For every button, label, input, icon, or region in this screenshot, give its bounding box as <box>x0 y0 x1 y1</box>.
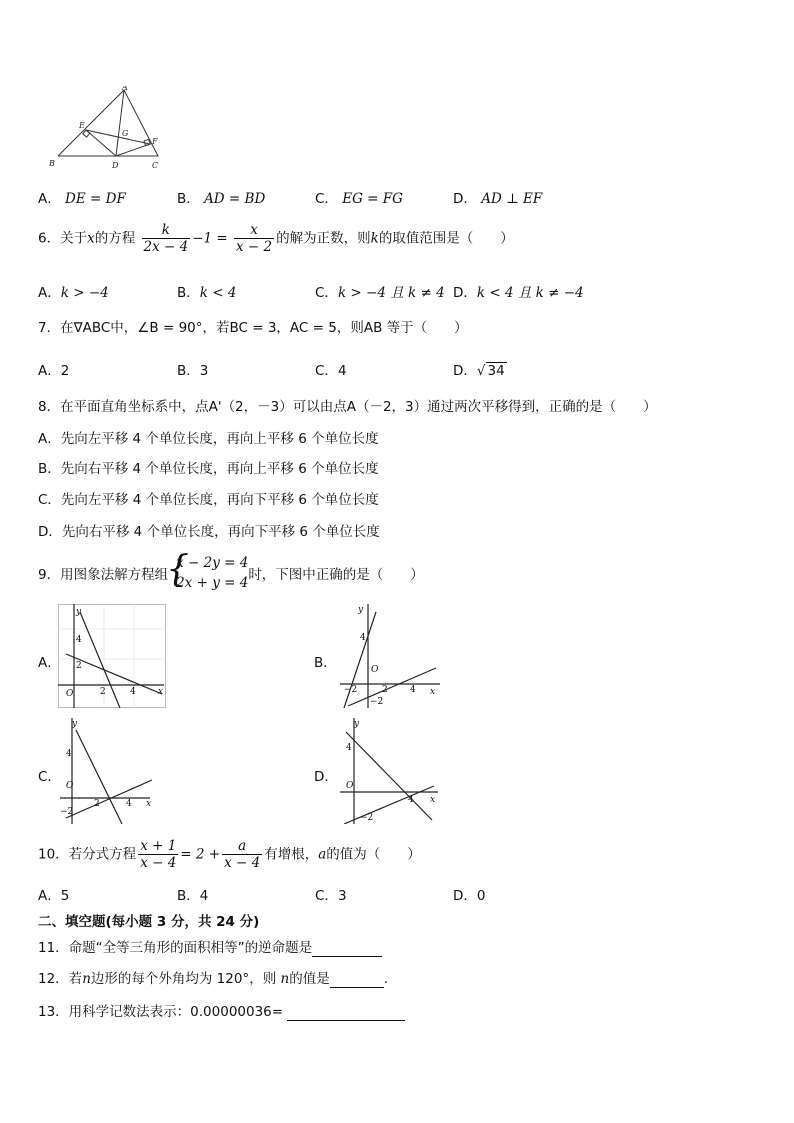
q10-fraction-2: $\frac{a}{x - 4}$ <box>224 838 261 871</box>
q11-stem: 11．命题“全等三角形的面积相等”的逆命题是 <box>38 936 382 957</box>
q6-fraction-2: $\frac{x}{x - 2}$ <box>236 222 273 255</box>
q9-graph-d[interactable] <box>338 716 442 824</box>
label-d: D <box>112 161 119 170</box>
q8-option-c[interactable]: C．先向左平移 4 个单位长度，再向下平移 6 个单位长度 <box>38 492 379 508</box>
svg-text:2: 2 <box>382 685 388 695</box>
q9-graph-d-letter[interactable]: D． <box>314 769 338 785</box>
svg-text:2: 2 <box>76 661 82 671</box>
q9-graph-a[interactable] <box>58 604 166 708</box>
line-2 <box>66 780 152 818</box>
svg-text:−2: −2 <box>370 697 384 707</box>
q10-option-b[interactable]: B．4 <box>177 888 209 904</box>
q5-option-d[interactable]: D． AD ⊥ EF <box>453 191 543 207</box>
svg-text:4: 4 <box>130 687 136 697</box>
q13-answer-blank[interactable] <box>287 1004 405 1021</box>
svg-text:−2: −2 <box>344 685 358 695</box>
q7-option-c[interactable]: C．4 <box>315 363 347 379</box>
q5-option-b[interactable]: B． AD = BD <box>177 191 266 207</box>
q7-stem: 7．在∇ABC中，∠B = 90°，若BC = 3，AC = 5，则AB 等于（ ） <box>38 320 468 336</box>
svg-text:4: 4 <box>76 635 82 645</box>
equation-system: { x − 2y = 4 2x + y = 4 <box>166 549 249 591</box>
svg-text:4: 4 <box>346 743 352 753</box>
q8-option-d[interactable]: D．先向右平移 4 个单位长度，再向下平移 6 个单位长度 <box>38 524 380 540</box>
q9-graph-c[interactable] <box>58 716 164 824</box>
q8-stem: 8．在平面直角坐标系中，点A'（2，－3）可以由点A（－2，3）通过两次平移得到，正确的是（ ） <box>38 399 657 415</box>
svg-text:x: x <box>158 687 164 697</box>
q8-option-a[interactable]: A．先向左平移 4 个单位长度，再向上平移 6 个单位长度 <box>38 431 379 447</box>
q6-stem: 6．关于x的方程 $\frac{k}{2x - 4}$ −1 = $\frac{x}{x - 2}$ 的解为正数，则k的取值范围是（ ） <box>38 222 514 255</box>
svg-text:y: y <box>76 607 82 617</box>
svg-text:y: y <box>358 605 364 615</box>
svg-text:4: 4 <box>66 749 72 759</box>
q5-option-c[interactable]: C． EG = FG <box>315 191 403 207</box>
svg-text:4: 4 <box>126 799 132 809</box>
svg-text:2: 2 <box>100 687 106 697</box>
q7-option-b[interactable]: B．3 <box>177 363 209 379</box>
q9-graph-c-letter[interactable]: C． <box>38 769 61 785</box>
q6-option-a[interactable]: A．k > −4 <box>38 285 109 301</box>
line-1 <box>346 732 432 820</box>
svg-text:4: 4 <box>360 633 366 643</box>
label-e: E <box>79 121 85 130</box>
line-2 <box>66 654 162 694</box>
q10-option-c[interactable]: C．3 <box>315 888 347 904</box>
svg-text:−2: −2 <box>60 807 74 817</box>
q6-option-b[interactable]: B．k < 4 <box>177 285 237 301</box>
q6-option-c[interactable]: C．k > −4 且 k ≠ 4 <box>315 285 445 301</box>
segment-df <box>116 144 150 156</box>
svg-text:x: x <box>430 795 436 805</box>
label-b: B <box>49 159 55 168</box>
q9-graph-a-letter[interactable]: A． <box>38 655 61 671</box>
svg-text:O: O <box>66 781 74 791</box>
q6-fraction-1: $\frac{k}{2x - 4}$ <box>143 222 189 255</box>
q10-fraction-1: $\frac{x + 1}{x - 4}$ <box>140 838 177 871</box>
q9-stem: 9．用图象法解方程组 { x − 2y = 4 2x + y = 4 时，下图中正确的是（ ） <box>38 549 424 591</box>
q13-stem: 13．用科学记数法表示：0.00000036= <box>38 1000 405 1021</box>
line-2 <box>348 668 436 706</box>
svg-text:y: y <box>354 719 360 729</box>
svg-text:2: 2 <box>94 799 100 809</box>
q7-option-d[interactable]: D．√ 34 <box>453 363 505 379</box>
right-angle-mark-f <box>144 139 150 145</box>
q9-graph-b[interactable] <box>338 602 442 708</box>
svg-text:O: O <box>66 689 74 699</box>
svg-text:O: O <box>346 781 354 791</box>
svg-text:y: y <box>72 719 78 729</box>
q11-answer-blank[interactable] <box>312 940 382 957</box>
period: . <box>383 971 388 987</box>
triangle-figure <box>46 86 166 174</box>
label-a: A <box>122 86 128 92</box>
svg-text:4: 4 <box>408 795 414 805</box>
q6-option-d[interactable]: D．k < 4 且 k ≠ −4 <box>453 285 584 301</box>
segment-ad <box>116 90 124 156</box>
svg-text:O: O <box>371 665 379 675</box>
q10-option-d[interactable]: D．0 <box>453 888 486 904</box>
svg-text:−2: −2 <box>360 813 374 823</box>
svg-text:x: x <box>430 687 436 697</box>
q12-answer-blank[interactable] <box>330 971 384 988</box>
q9-graph-b-letter[interactable]: B． <box>314 655 337 671</box>
q5-option-a[interactable]: A． DE = DF <box>38 191 126 207</box>
q10-option-a[interactable]: A．5 <box>38 888 70 904</box>
q12-stem: 12．若n边形的每个外角均为 120°，则 n的值是 . <box>38 971 388 987</box>
label-g: G <box>122 129 129 138</box>
sqrt-sign: √ <box>476 363 486 379</box>
section-heading: 二、填空题(每小题 3 分，共 24 分) <box>38 914 260 930</box>
brace-icon: { <box>166 549 189 590</box>
svg-text:x: x <box>146 799 152 809</box>
q10-stem: 10．若分式方程 $\frac{x + 1}{x - 4}$ = 2 + $\frac{a}{x - 4}$ 有增根，a的值为（ ） <box>38 838 421 871</box>
label-c: C <box>152 161 159 170</box>
q7-option-a[interactable]: A．2 <box>38 363 70 379</box>
segment-de <box>86 130 116 156</box>
svg-text:4: 4 <box>410 685 416 695</box>
q8-option-b[interactable]: B．先向右平移 4 个单位长度，再向上平移 6 个单位长度 <box>38 461 379 477</box>
label-f: F <box>152 137 158 146</box>
